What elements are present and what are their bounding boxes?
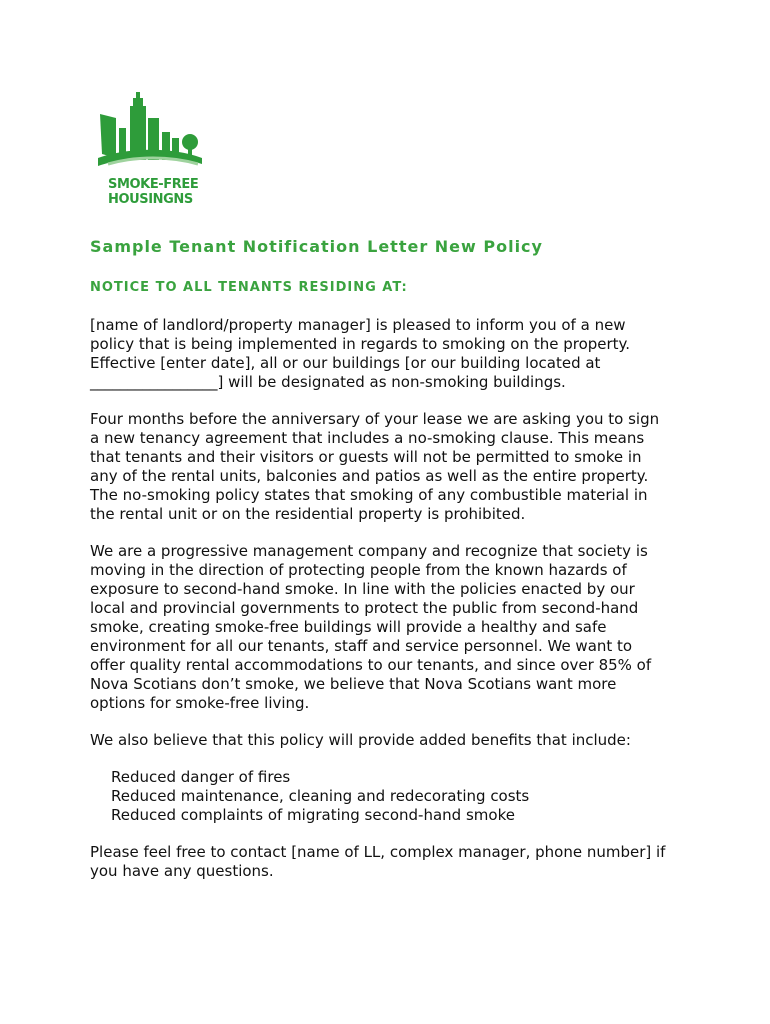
body-line: Effective [enter date], all or our buildings [or our building located at [90,354,601,372]
logo-text-line2: HOUSINGNS [108,192,193,207]
benefit-list-item: Reduced maintenance, cleaning and redecorating costs [111,787,530,805]
body-line: Please feel free to contact [name of LL, complex manager, phone number] if [90,843,666,861]
body-line: We are a progressive management company and recognize that society is [90,542,648,560]
body-line: any of the rental units, balconies and patios as well as the entire property. [90,467,649,485]
body-line: options for smoke-free living. [90,694,310,712]
body-line: exposure to second-hand smoke. In line with the policies enacted by our [90,580,635,598]
body-line: offer quality rental accommodations to our tenants, and since over 85% of [90,656,652,674]
logo-text-line1: SMOKE-FREE [108,177,199,192]
body-line: smoke, creating smoke-free buildings will provide a healthy and safe [90,618,607,636]
benefit-list-item: Reduced danger of fires [111,768,291,786]
body-line: Nova Scotians don’t smoke, we believe that Nova Scotians want more [90,675,617,693]
body-line: that tenants and their visitors or guests will not be permitted to smoke in [90,448,642,466]
benefit-list-item: Reduced complaints of migrating second-hand smoke [111,806,515,824]
body-line: moving in the direction of protecting people from the known hazards of [90,561,627,579]
smoke-free-housing-logo [98,92,208,210]
body-line: the rental unit or on the residential property is prohibited. [90,505,526,523]
city-skyline-icon [98,92,208,174]
body-line: [name of landlord/property manager] is pleased to inform you of a new [90,316,626,334]
body-line: The no-smoking policy states that smoking of any combustible material in [90,486,648,504]
letter-title: Sample Tenant Notification Letter New Policy [90,237,543,256]
notice-heading: NOTICE TO ALL TENANTS RESIDING AT: [90,280,408,295]
body-line: policy that is being implemented in regards to smoking on the property. [90,335,631,353]
body-line: _________________] will be designated as non-smoking buildings. [90,373,566,391]
body-line: local and provincial governments to protect the public from second-hand [90,599,639,617]
body-line: you have any questions. [90,862,274,880]
body-line: Four months before the anniversary of your lease we are asking you to sign [90,410,660,428]
body-line: We also believe that this policy will provide added benefits that include: [90,731,631,749]
body-line: a new tenancy agreement that includes a no-smoking clause. This means [90,429,645,447]
body-line: environment for all our tenants, staff and service personnel. We want to [90,637,633,655]
